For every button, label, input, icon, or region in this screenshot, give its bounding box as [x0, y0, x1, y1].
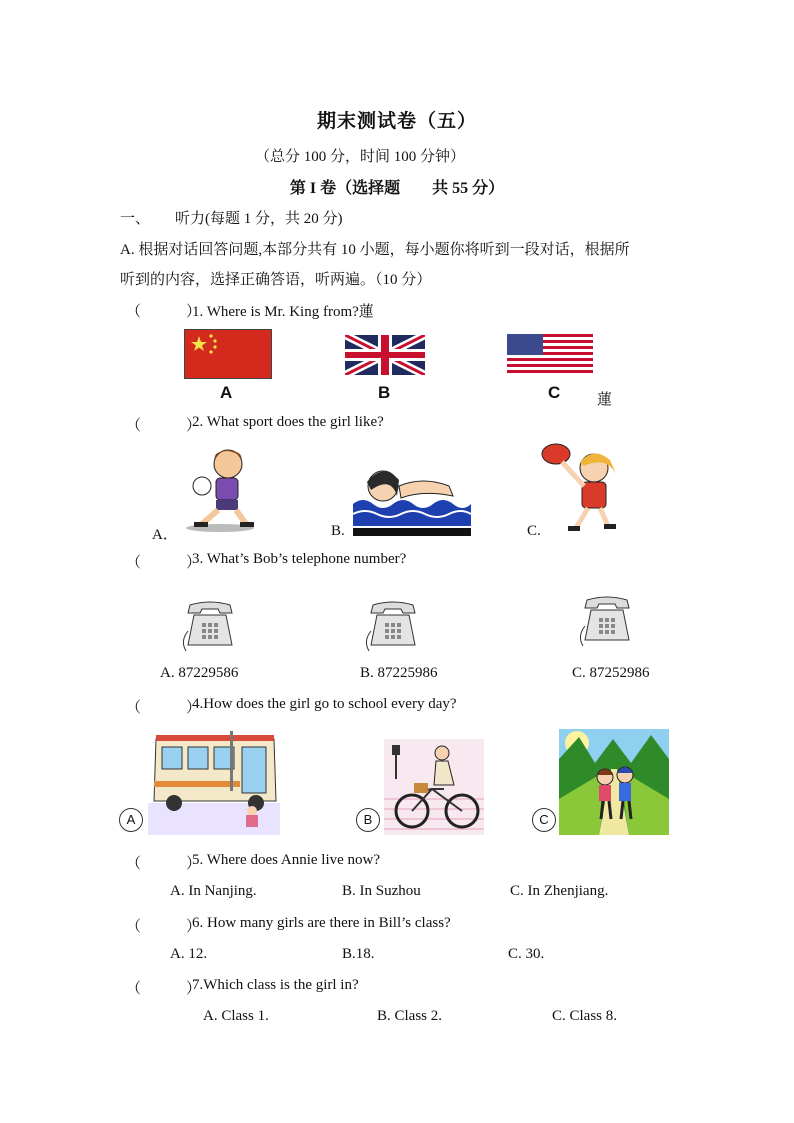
swimming-girl-image — [353, 456, 471, 536]
question-3-text: 3. What’s Bob’s telephone number? — [192, 551, 407, 567]
part-heading: 第 I 卷（选择题 共 55 分） — [289, 180, 505, 197]
q3-option-c: C. 87252986 — [572, 665, 650, 681]
instruction-line-2: 听到的内容，选择正确答语，听两遍。（10 分） — [120, 272, 432, 288]
question-7-text: 7.Which class is the girl in? — [192, 977, 359, 993]
q6-option-c: C. 30. — [508, 946, 545, 962]
question-1 — [192, 300, 374, 321]
answer-bracket[interactable]: （ ） — [126, 981, 202, 997]
question-1-mark: 蓮 — [358, 304, 374, 320]
usa-flag-image — [507, 334, 593, 374]
q3-option-b: B. 87225986 — [360, 665, 438, 681]
uk-flag-image — [345, 335, 425, 375]
q7-option-b: B. Class 2. — [377, 1008, 443, 1024]
volleyball-boy-image — [180, 444, 260, 532]
flag-label-c: C — [548, 383, 561, 402]
question-1-text: 1. Where is Mr. King from? — [192, 304, 359, 320]
q7-option-c: C. Class 8. — [552, 1008, 618, 1024]
q6-option-b: B.18. — [342, 946, 375, 962]
china-flag-image — [184, 329, 272, 379]
question-5-text: 5. Where does Annie live now? — [192, 852, 381, 868]
answer-bracket[interactable]: （ ） — [126, 856, 202, 872]
answer-bracket[interactable]: （ ） — [126, 555, 202, 571]
telephone-icon — [577, 596, 637, 648]
q7-option-a: A. Class 1. — [203, 1008, 269, 1024]
question-4-text: 4.How does the girl go to school every day? — [192, 696, 457, 712]
question-6-text: 6. How many girls are there in Bill’s class? — [192, 915, 451, 931]
answer-bracket[interactable]: （ ） — [126, 700, 202, 716]
walking-children-image — [559, 729, 669, 835]
answer-bracket[interactable]: （ ） — [126, 418, 202, 434]
exam-info: （总分 100 分，时间 100 分钟） — [255, 149, 466, 165]
option-b-circle: B — [356, 808, 380, 832]
answer-bracket[interactable]: （ ） — [126, 919, 202, 935]
option-b-label: B. — [331, 523, 345, 539]
frisbee-girl-image — [540, 442, 624, 536]
bicycle-image — [384, 739, 484, 835]
q5-option-a: A. In Nanjing. — [170, 883, 257, 899]
bus-image — [148, 731, 280, 835]
q5-option-b: B. In Suzhou — [342, 883, 421, 899]
question-2-text: 2. What sport does the girl like? — [192, 414, 384, 430]
section-heading: 听力(每题 1 分，共 20 分) — [175, 211, 343, 227]
flag-label-b: B — [378, 383, 391, 402]
option-a-label: A． — [152, 527, 178, 543]
stray-character: 蓮 — [597, 392, 613, 408]
q6-option-a: A. 12. — [170, 946, 208, 962]
answer-bracket[interactable]: （ ） — [126, 304, 202, 320]
section-number: 一、 — [120, 211, 151, 227]
telephone-icon — [363, 601, 423, 653]
q3-option-a: A. 87229586 — [160, 665, 239, 681]
q5-option-c: C. In Zhenjiang. — [510, 883, 609, 899]
option-c-circle: C — [532, 808, 556, 832]
flag-label-a: A — [220, 383, 233, 402]
instruction-line-1: A. 根据对话回答问题,本部分共有 10 小题，每小题你将听到一段对话，根据所 — [120, 242, 630, 258]
option-a-circle: A — [119, 808, 143, 832]
option-c-label: C. — [527, 523, 541, 539]
telephone-icon — [180, 601, 240, 653]
page-title: 期末测试卷（五） — [316, 111, 477, 132]
